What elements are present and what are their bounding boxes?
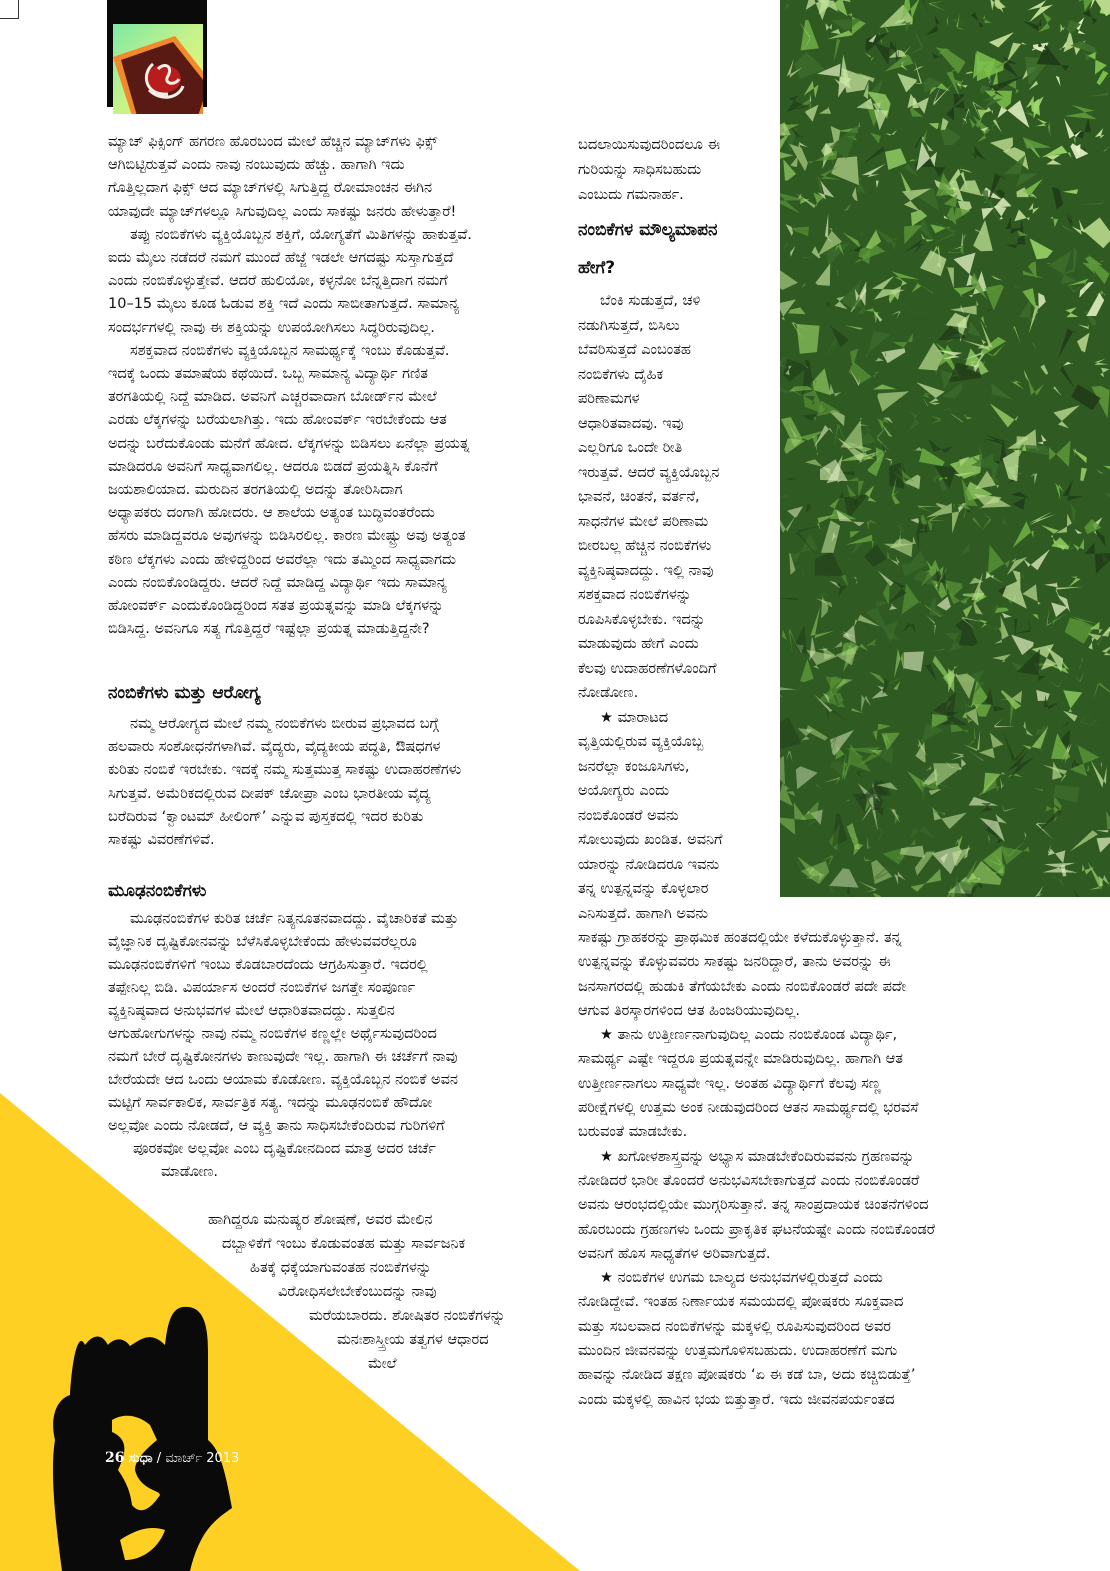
issue-date: ಮಾರ್ಚ್ 2013 bbox=[165, 1451, 240, 1466]
text-line: ಸಿಗುತ್ತವೆ. ಅಮೆರಿಕದಲ್ಲಿರುವ ದೀಪಕ್ ಚೋಪ್ರಾ ಎಂಬ ಭಾರತೀಯ ವೈದ್ಯ bbox=[108, 785, 431, 802]
text-line: ಮಾಡಿದರೂ ಅವನಿಗೆ ಸಾಧ್ಯವಾಗಲಿಲ್ಲ. ಆದರೂ ಬಿಡದೆ ಪ್ರಯತ್ನಿಸಿ ಕೊನೆಗೆ bbox=[108, 458, 438, 475]
text-line: ಮುಂದಿನ ಜೀವನವನ್ನು ಉತ್ತಮಗೊಳಿಸಬಹುದು. ಉದಾಹರಣೆಗೆ ಮಗು bbox=[578, 1343, 898, 1360]
text-line: ಪರಿಣಾಮಗಳ bbox=[578, 391, 640, 407]
text-line: ಜನರೆಲ್ಲಾ ಕಂಜೂಸಿಗಳು, bbox=[578, 758, 690, 775]
column-logo bbox=[113, 24, 203, 114]
text-line: ಇರುತ್ತವೆ. ಆದರೆ ವ್ಯಕ್ತಿಯೊಬ್ಬನ bbox=[578, 464, 720, 481]
text-line: ಪೂರಕವೋ ಅಲ್ಲವೋ ಎಂಬ ದೃಷ್ಟಿಕೋನದಿಂದ ಮಾತ್ರ ಅದರ ಚರ್ಚೆ bbox=[133, 1141, 436, 1157]
text-line: ಮಟ್ಟಿಗೆ ಸಾರ್ವಕಾಲಿಕ, ಸಾರ್ವತ್ರಿಕ ಸತ್ಯ. ಇದನ್ನು ಮೂಢನಂಬಿಕೆ ಹೌದೋ bbox=[108, 1095, 433, 1111]
text-line: ★ ತಾನು ಉತ್ತೀರ್ಣನಾಗುವುದಿಲ್ಲ ಎಂದು ನಂಬಿಕೊಂಡ ವಿದ್ಯಾರ್ಥಿ, bbox=[600, 1027, 898, 1044]
text-line: ಯಾರನ್ನು ನೋಡಿದರೂ ಇವನು bbox=[578, 856, 720, 873]
text-line: ನಮಗೆ ಬೇರೆ ದೃಷ್ಟಿಕೋನಗಳು ಕಾಣುವುದೇ ಇಲ್ಲ. ಹಾಗಾಗಿ ಈ ಚರ್ಚೆಗೆ ನಾವು bbox=[108, 1049, 458, 1065]
text-line: ಎಲ್ಲರಿಗೂ ಒಂದೇ ರೀತಿ bbox=[578, 440, 683, 456]
text-line: ಬೆಂಕಿ ಸುಡುತ್ತದೆ, ಚಳಿ bbox=[600, 293, 701, 309]
text-line: ಪರೀಕ್ಷೆಗಳಲ್ಲಿ ಉತ್ತಮ ಅಂಕ ನೀಡುವುದರಿಂದ ಆತನ ಸಾಮರ್ಥ್ಯದಲ್ಲಿ ಭರವಸೆ bbox=[578, 1100, 919, 1117]
text-line: ವಿರೋಧಿಸಲೇಬೇಕೆಂಬುದನ್ನು ನಾವು bbox=[278, 1284, 437, 1300]
text-line: ಸಾಮರ್ಥ್ಯ ಎಷ್ಟೇ ಇದ್ದರೂ ಪ್ರಯತ್ನವನ್ನೇ ಮಾಡಿರುವುದಿಲ್ಲ. ಹಾಗಾಗಿ ಆತ bbox=[578, 1051, 903, 1068]
right-intro-text bbox=[578, 133, 720, 208]
text-line: ಹಾಗಿದ್ದರೂ ಮನುಷ್ಯರ ಶೋಷಣೆ, ಅವರ ಮೇಲಿನ bbox=[208, 1212, 433, 1228]
text-line: ಮನಃಶಾಸ್ತ್ರೀಯ ತತ್ವಗಳ ಆಧಾರದ bbox=[337, 1332, 489, 1348]
text-line: ಆಧಾರಿತವಾದವು. ಇವು bbox=[578, 415, 684, 432]
text-line: ★ ಖಗೋಳಶಾಸ್ತ್ರವನ್ನು ಅಭ್ಯಾಸ ಮಾಡಬೇಕೆಂದಿರುವವನು ಗ್ರಹಣವನ್ನು bbox=[600, 1148, 915, 1165]
text-line: ಎಂಬುದು ಗಮನಾರ್ಹ. bbox=[578, 187, 684, 203]
evaluation-text bbox=[578, 289, 723, 926]
page-number: 26 bbox=[105, 1450, 125, 1466]
text-line: ಹಲವಾರು ಸಂಶೋಧನೆಗಳಾಗಿವೆ. ವೈದ್ಯರು, ವೈದ್ಯಕೀಯ ಪದ್ಧತಿ, ಔಷಧಗಳ bbox=[108, 739, 441, 756]
text-line: ನೋಡಿದರೆ ಭಾರೀ ತೊಂದರೆ ಅನುಭವಿಸಬೇಕಾಗುತ್ತದೆ ಎಂದು ನಂಬಿಕೊಂಡರೆ bbox=[578, 1172, 920, 1189]
text-line: ಮ್ಯಾಚ್ ಫಿಕ್ಸಿಂಗ್ ಹಗರಣ ಹೊರಬಂದ ಮೇಲೆ ಹೆಚ್ಚಿನ ಮ್ಯಾಚ್‌ಗಳು ಫಿಕ್ಸ್ bbox=[108, 134, 438, 150]
text-line: ಎರಡು ಲೆಕ್ಕಗಳನ್ನು ಬರೆಯಲಾಗಿತ್ತು. ಇದು ಹೋಂವರ್ಕ್ ಇರಬೇಕೆಂದು ಆತ bbox=[108, 412, 447, 429]
text-line: ಅದನ್ನು ಬರೆದುಕೊಂಡು ಮನೆಗೆ ಹೋದ. ಲೆಕ್ಕಗಳನ್ನು ಬಿಡಿಸಲು ಏನೆಲ್ಲಾ ಪ್ರಯತ್ನ bbox=[108, 435, 470, 452]
text-line: ಅಧ್ಯಾಪಕರು ದಂಗಾಗಿ ಹೋದರು. ಆ ಶಾಲೆಯ ಅತ್ಯಂತ ಬುದ್ಧಿವಂತರೆಂದು bbox=[108, 505, 435, 522]
text-line: ಅವನು ಆರಂಭದಲ್ಲಿಯೇ ಮುಗ್ಗರಿಸುತ್ತಾನೆ. ತನ್ನ ಸಾಂಪ್ರದಾಯಕ ಚಿಂತನೆಗಳಿಂದ bbox=[578, 1197, 929, 1214]
text-line: ಎಂದು ನಂಬಿಕೊಂಡಿದ್ದರು. ಆದರೆ ನಿದ್ದೆ ಮಾಡಿದ್ದ ವಿದ್ಯಾರ್ಥಿ ಇದು ಸಾಮಾನ್ಯ bbox=[108, 574, 447, 591]
text-line: ಬೇರೆಯದೇ ಆದ ಒಂದು ಆಯಾಮ ಕೊಡೋಣ. ವ್ಯಕ್ತಿಯೊಬ್ಬನ ನಂಬಿಕೆ ಅವನ bbox=[108, 1072, 458, 1088]
text-line: ನಡುಗಿಸುತ್ತದೆ, ಬಿಸಿಲು bbox=[578, 317, 680, 334]
text-line: ಕಠಿಣ ಲೆಕ್ಕಗಳು ಎಂದು ಹೇಳಿದ್ದರಿಂದ ಅವರೆಲ್ಲಾ ಇದು ತಮ್ಮಿಂದ ಸಾಧ್ಯವಾಗದು bbox=[108, 551, 456, 568]
column-logo-book-icon bbox=[113, 24, 203, 114]
text-line: ಮೂಢನಂಬಿಕೆಗಳ ಕುರಿತ ಚರ್ಚೆ ನಿತ್ಯನೂತನವಾದದ್ದು. ವೈಚಾರಿಕತೆ ಮತ್ತು bbox=[130, 911, 459, 927]
text-line: ನೋಡೋಣ. bbox=[578, 685, 639, 701]
text-line: ಭಾವನೆ, ಚಿಂತನೆ, ವರ್ತನೆ, bbox=[578, 489, 700, 505]
text-line: ತರಗತಿಯಲ್ಲಿ ನಿದ್ದೆ ಮಾಡಿದ. ಅವನಿಗೆ ಎಚ್ಚರವಾದಾಗ ಬೋರ್ಡ್‌ನ ಮೇಲೆ bbox=[108, 389, 437, 406]
text-line: ತಪ್ಪೇನಿಲ್ಲ ಬಿಡಿ. ವಿಪರ್ಯಾಸ ಅಂದರೆ ನಂಬಿಕೆಗಳ ಜಗತ್ತೇ ಸಂಪೂರ್ಣ bbox=[108, 980, 416, 996]
text-line: ಆಗುಹೋಗುಗಳನ್ನು ನಾವು ನಮ್ಮ ನಂಬಿಕೆಗಳ ಕಣ್ಣಲ್ಲೇ ಅರ್ಥೈಸುವುದರಿಂದ bbox=[108, 1026, 437, 1042]
health-text bbox=[108, 713, 461, 852]
text-line: ಸೋಲುವುದು ಖಂಡಿತ. ಅವನಿಗೆ bbox=[578, 832, 723, 848]
text-line: ಆಗುವ ತಿರಸ್ಕಾರಗಳಿಂದ ಆತ ಹಿಂಜರಿಯುವುದಿಲ್ಲ. bbox=[578, 1002, 801, 1019]
text-line: ಯಾವುದೇ ಮ್ಯಾಚ್‌ಗಳಲ್ಲೂ ಸಿಗುವುದಿಲ್ಲ ಎಂದು ಸಾಕಷ್ಟು ಜನರು ಹೇಳುತ್ತಾರೆ! bbox=[108, 203, 457, 220]
text-line: ★ ಮಾರಾಟದ bbox=[600, 709, 669, 726]
text-line: ಹಾವನ್ನು ನೋಡಿದ ತಕ್ಷಣ ಪೋಷಕರು ‘ಏ ಈ ಕಡೆ ಬಾ, ಅದು ಕಚ್ಚಿಬಿಡುತ್ತೆ’ bbox=[578, 1367, 916, 1384]
text-line: ಗುರಿಯನ್ನು ಸಾಧಿಸಬಹುದು bbox=[578, 162, 702, 178]
text-line: ಬರೆದಿರುವ ‘ಕ್ವಾಂಟಮ್ ಹೀಲಿಂಗ್’ ಎನ್ನುವ ಪುಸ್ತಕದಲ್ಲಿ ಇದರ ಕುರಿತು bbox=[108, 808, 424, 825]
text-line: ನಮ್ಮ ಆರೋಗ್ಯದ ಮೇಲೆ ನಮ್ಮ ನಂಬಿಕೆಗಳು ಬೀರುವ ಪ್ರಭಾವದ ಬಗ್ಗೆ bbox=[130, 716, 439, 732]
text-line: ಗೊತ್ತಿಲ್ಲದಾಗ ಫಿಕ್ಸ್ ಆದ ಮ್ಯಾಚ್‌ಗಳಲ್ಲಿ ಸಿಗುತ್ತಿದ್ದ ರೋಮಾಂಚನ ಈಗಿನ bbox=[108, 180, 433, 197]
text-line: ಸಾಕಷ್ಟು ವಿವರಣೆಗಳಿವೆ. bbox=[108, 832, 215, 849]
superstitions-text bbox=[108, 908, 458, 1184]
footer-separator: / bbox=[156, 1451, 162, 1466]
text-line: ದಬ್ಬಾಳಿಕೆಗೆ ಇಂಬು ಕೊಡುವಂತಹ ಮತ್ತು ಸಾರ್ವಜನಿಕ bbox=[222, 1236, 466, 1252]
green-shattered-glass-photo bbox=[780, 0, 1110, 897]
section-heading-superstitions: ಮೂಢನಂಬಿಕೆಗಳು bbox=[108, 881, 207, 901]
text-line: ಮಾಡುವುದು ಹೇಗೆ ಎಂದು bbox=[578, 636, 699, 652]
text-line: ಬದಲಾಯಿಸುವುದರಿಂದಲೂ ಈ bbox=[578, 137, 721, 153]
text-line: ಸಾಧನೆಗಳ ಮೇಲೆ ಪರಿಣಾಮ bbox=[578, 513, 709, 530]
text-line: ಜನಸಾಗರದಲ್ಲಿ ಹುಡುಕಿ ತೆಗೆಯಬೇಕು ಎಂದು ನಂಬಿಕೊಂಡರೆ ಪದೇ ಪದೇ bbox=[578, 978, 907, 995]
section-heading-evaluation: ನಂಬಿಕೆಗಳ ಮೌಲ್ಯಮಾಪನ bbox=[578, 220, 718, 240]
text-line: ಆಗಿಬಿಟ್ಟಿರುತ್ತವೆ ಎಂದು ನಾವು ನಂಬುವುದು ಹೆಚ್ಚು. ಹಾಗಾಗಿ ಇದು bbox=[108, 157, 405, 174]
text-line: ಮೂಢನಂಬಿಕೆಗಳಿಗೆ ಇಂಬು ಕೊಡಬಾರದೆಂದು ಆಗ್ರಹಿಸುತ್ತಾರೆ. ಇದರಲ್ಲಿ bbox=[108, 957, 428, 973]
text-line: ಹೋಂವರ್ಕ್ ಎಂದುಕೊಂಡಿದ್ದರಿಂದ ಸತತ ಪ್ರಯತ್ನವನ್ನು ಮಾಡಿ ಲೆಕ್ಕಗಳನ್ನು bbox=[108, 598, 444, 615]
text-line: ವ್ಯಕ್ತಿನಿಷ್ಠವಾದದ್ದು. ಇಲ್ಲಿ ನಾವು bbox=[578, 562, 714, 579]
text-line: ಮಾಡೋಣ. bbox=[161, 1164, 219, 1180]
text-line: ಬರುವಂತೆ ಮಾಡಬೇಕು. bbox=[578, 1124, 688, 1141]
text-line: ರೂಪಿಸಿಕೊಳ್ಳಬೇಕು. ಇದನ್ನು bbox=[578, 611, 706, 628]
section-heading-evaluation-line2: ಹೇಗೆ? bbox=[578, 258, 616, 278]
text-line: ಸಶಕ್ತವಾದ ನಂಬಿಕೆಗಳು ವ್ಯಕ್ತಿಯೊಬ್ಬನ ಸಾಮರ್ಥ್ಯಕ್ಕೆ ಇಂಬು ಕೊಡುತ್ತವೆ. bbox=[130, 342, 450, 359]
text-line: ಎಂದು ಮಕ್ಕಳಲ್ಲಿ ಹಾವಿನ ಭಯ ಬಿತ್ತುತ್ತಾರೆ. ಇದು ಜೀವನಪರ್ಯಂತದ bbox=[578, 1391, 895, 1408]
text-line: ಹೆಸರು ಮಾಡಿದ್ದವರೂ ಅವುಗಳನ್ನು ಬಿಡಿಸಿರಲಿಲ್ಲ. ಕಾರಣ ಮೇಷ್ಟ್ರು ಅವು ಅತ್ಯಂತ bbox=[108, 528, 466, 545]
text-line: ಐದು ಮೈಲು ನಡೆದರೆ ನಮಗೆ ಮುಂದೆ ಹೆಜ್ಜೆ ಇಡಲೇ ಆಗದಷ್ಟು ಸುಸ್ತಾಗುತ್ತದೆ bbox=[108, 250, 454, 267]
text-line: ಉತ್ತೀರ್ಣನಾಗಲು ಸಾಧ್ಯವೇ ಇಲ್ಲ. ಅಂತಹ ವಿದ್ಯಾರ್ಥಿಗೆ ಕೆಲವು ಸಣ್ಣ bbox=[578, 1075, 882, 1092]
text-line: ಎನಿಸುತ್ತದೆ. ಹಾಗಾಗಿ ಅವನು bbox=[578, 905, 708, 922]
page-footer bbox=[105, 1450, 239, 1466]
text-line: ವೃತ್ತಿಯಲ್ಲಿರುವ ವ್ಯಕ್ತಿಯೊಬ್ಬ bbox=[578, 734, 704, 750]
text-line: ಸಾಕಷ್ಟು ಗ್ರಾಹಕರನ್ನು ಪ್ರಾಥಮಿಕ ಹಂತದಲ್ಲಿಯೇ ಕಳೆದುಕೊಳ್ಳುತ್ತಾನೆ. ತನ್ನ bbox=[578, 930, 902, 946]
text-line: ಬೆವರಿಸುತ್ತದೆ ಎಂಬಂತಹ bbox=[578, 342, 691, 358]
text-line: ಅಯೋಗ್ಯರು ಎಂದು bbox=[578, 783, 670, 799]
glass-shard bbox=[796, 324, 819, 354]
text-line: ಮೇಲೆ bbox=[368, 1356, 397, 1372]
text-line: ಕೆಲವು ಉದಾಹರಣೆಗಳೊಂದಿಗೆ bbox=[578, 660, 717, 677]
text-line: 10–15 ಮೈಲು ಕೂಡ ಓಡುವ ಶಕ್ತಿ ಇದೆ ಎಂದು ಸಾಬೀತಾಗುತ್ತದೆ. ಸಾಮಾನ್ಯ bbox=[108, 296, 460, 313]
text-line: ಹಿತಕ್ಕೆ ಧಕ್ಕೆಯಾಗುವಂತಹ ನಂಬಿಕೆಗಳನ್ನು bbox=[250, 1260, 432, 1276]
text-line: ★ ನಂಬಿಕೆಗಳ ಉಗಮ ಬಾಲ್ಯದ ಅನುಭವಗಳಲ್ಲಿರುತ್ತದೆ ಎಂದು bbox=[600, 1270, 883, 1287]
text-line: ಉತ್ಪನ್ನವನ್ನು ಕೊಳ್ಳುವವರು ಸಾಕಷ್ಟು ಜನರಿದ್ದಾರೆ, ತಾನು ಅವರನ್ನು ಈ bbox=[578, 954, 891, 971]
text-line: ಮರೆಯಬಾರದು. ಶೋಷಿತರ ನಂಬಿಕೆಗಳನ್ನು bbox=[309, 1308, 506, 1324]
text-line: ನೋಡಿದ್ದೇವೆ. ಇಂತಹ ನಿರ್ಣಾಯಕ ಸಮಯದಲ್ಲಿ ಪೋಷಕರು ಸೂಕ್ತವಾದ bbox=[578, 1294, 904, 1311]
publication-name: ಸುಧಾ bbox=[128, 1451, 153, 1466]
text-line: ಹೊರಬಂದು ಗ್ರಹಣಗಳು ಒಂದು ಪ್ರಾಕೃತಿಕ ಘಟನೆಯಷ್ಟೇ ಎಂದು ನಂಬಿಕೊಂಡರೆ bbox=[578, 1221, 936, 1238]
section-heading-health: ನಂಬಿಕೆಗಳು ಮತ್ತು ಆರೋಗ್ಯ bbox=[108, 683, 261, 703]
text-line: ಬಿಡಿಸಿದ್ದ. ಅವನಿಗೂ ಸತ್ಯ ಗೊತ್ತಿದ್ದರೆ ಇಷ್ಟೆಲ್ಲಾ ಪ್ರಯತ್ನ ಮಾಡುತ್ತಿದ್ದನೇ? bbox=[108, 621, 430, 638]
text-line: ಇದಕ್ಕೆ ಒಂದು ತಮಾಷೆಯ ಕಥೆಯಿದೆ. ಒಬ್ಬ ಸಾಮಾನ್ಯ ವಿದ್ಯಾರ್ಥಿ ಗಣಿತ bbox=[108, 366, 428, 383]
text-line: ವ್ಯಕ್ತಿನಿಷ್ಠವಾದ ಅನುಭವಗಳ ಮೇಲೆ ಆಧಾರಿತವಾದದ್ದು. ಸುತ್ತಲಿನ bbox=[108, 1003, 395, 1019]
text-line: ತನ್ನ ಉತ್ಪನ್ನವನ್ನು ಕೊಳ್ಳಲಾರ bbox=[578, 881, 709, 897]
text-line: ಬೀರಬಲ್ಲ ಹೆಚ್ಚಿನ ನಂಬಿಕೆಗಳು bbox=[578, 538, 712, 554]
text-line: ಕುರಿತು ನಂಬಿಕೆ ಇರಬೇಕು. ಇದಕ್ಕೆ ನಮ್ಮ ಸುತ್ತಮುತ್ತ ಸಾಕಷ್ಟು ಉದಾಹರಣೆಗಳು bbox=[108, 762, 462, 779]
intro-text bbox=[108, 131, 472, 641]
examples-text bbox=[578, 926, 935, 1412]
text-line: ಎಂದು ನಂಬಿಕೊಳ್ಳುತ್ತೇವೆ. ಆದರೆ ಹುಲಿಯೋ, ಕಳ್ಳನೋ ಬೆನ್ನತ್ತಿದಾಗ ನಮಗೆ bbox=[108, 273, 448, 290]
glass-shard bbox=[904, 651, 924, 671]
text-line: ಸಶಕ್ತವಾದ ನಂಬಿಕೆಗಳನ್ನು bbox=[578, 587, 692, 603]
text-line: ನಂಬಿಕೊಂಡರೆ ಅವನು bbox=[578, 807, 679, 824]
text-line: ವೈಜ್ಞಾನಿಕ ದೃಷ್ಟಿಕೋನವನ್ನು ಬೆಳೆಸಿಕೊಳ್ಳಬೇಕೆಂದು ಹೇಳುವವರೆಲ್ಲರೂ bbox=[108, 934, 417, 950]
text-line: ನಂಬಿಕೆಗಳು ದೈಹಿಕ bbox=[578, 366, 664, 383]
text-line: ತಪ್ಪು ನಂಬಿಕೆಗಳು ವ್ಯಕ್ತಿಯೊಬ್ಬನ ಶಕ್ತಿಗೆ, ಯೋಗ್ಯತೆಗೆ ಮಿತಿಗಳನ್ನು ಹಾಕುತ್ತವೆ. bbox=[130, 226, 472, 243]
text-line: ಮತ್ತು ಸಬಲವಾದ ನಂಬಿಕೆಗಳನ್ನು ಮಕ್ಕಳಲ್ಲಿ ರೂಪಿಸುವುದರಿಂದ ಅವರ bbox=[578, 1318, 891, 1335]
text-line: ಜಯಶಾಲಿಯಾದ. ಮರುದಿನ ತರಗತಿಯಲ್ಲಿ ಅದನ್ನು ತೋರಿಸಿದಾಗ bbox=[108, 482, 403, 499]
text-line: ಅಲ್ಲವೋ ಎಂದು ನೋಡದೆ, ಆ ವ್ಯಕ್ತಿ ತಾನು ಸಾಧಿಸಬೇಕೆಂದಿರುವ ಗುರಿಗಳಿಗೆ bbox=[108, 1118, 445, 1134]
text-line: ಸಂದರ್ಭಗಳಲ್ಲಿ ನಾವು ಈ ಶಕ್ತಿಯನ್ನು ಉಪಯೋಗಿಸಲು ಸಿದ್ಧರಿರುವುದಿಲ್ಲ. bbox=[108, 319, 435, 336]
text-line: ಅವನಿಗೆ ಹೊಸ ಸಾಧ್ಯತೆಗಳ ಅರಿವಾಗುತ್ತದೆ. bbox=[578, 1245, 771, 1262]
staggered-text bbox=[108, 1208, 505, 1376]
